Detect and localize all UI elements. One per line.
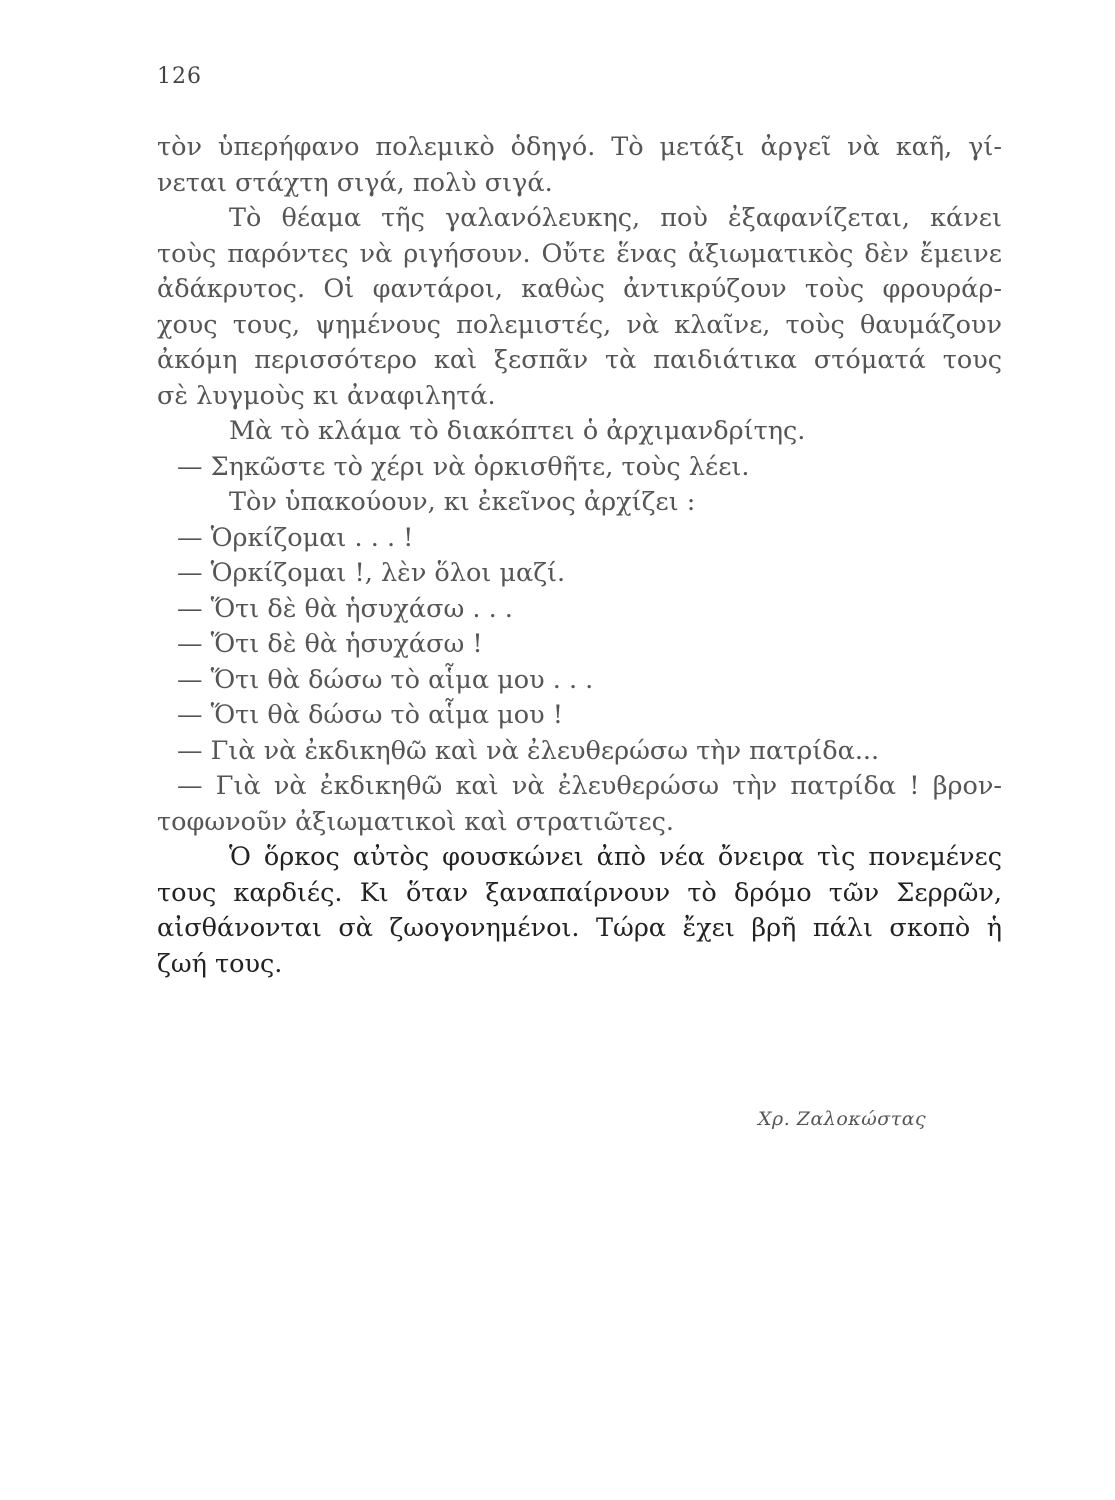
text-line: ἀδάκρυτος. Οἱ φαντάροι, καθὼς ἀντικρύζουν τοὺς φρουράρ- [157,274,1002,304]
text-line: — Σηκῶστε τὸ χέρι νὰ ὁρκισθῆτε, τοὺς λέει. [177,451,750,482]
text-line: σὲ λυγμοὺς κι ἀναφιλητά. [157,380,496,411]
text-line: Ὁ ὅρκος αὐτὸς φουσκώνει ἀπὸ νέα ὄνειρα τὶς πονεμένες [229,842,1002,872]
text-line: ἀκόμη περισσότερο καὶ ξεσπᾶν τὰ παιδιάτικα στόματά τους [157,345,1002,375]
text-line: — Ὁρκίζομαι !, λὲν ὅλοι μαζί. [177,558,566,588]
text-line: τοφωνοῦν ἀξιωματικοὶ καὶ στρατιῶτες. [157,806,675,837]
author-signature: Χρ. Ζαλοκώστας [758,1108,927,1130]
text-line: — Ὅτι θὰ δώσω τὸ αἷμα μου ! [177,700,563,730]
text-line: τοὺς παρόντες νὰ ριγήσουν. Οὔτε ἕνας ἀξιωματικὸς δὲν ἔμεινε [157,238,1002,269]
page-number: 126 [157,64,202,89]
text-line: — Ὅτι δὲ θὰ ἡσυχάσω . . . [177,593,513,624]
text-line: χους τους, ψημένους πολεμιστές, νὰ κλαῖνε, τοὺς θαυμάζουν [157,309,1002,340]
text-line: ζωή τους. [157,948,283,979]
text-line: Τὸ θέαμα τῆς γαλανόλευκης, ποὺ ἐξαφανίζεται, κάνει [229,203,1002,233]
text-line: τους καρδιές. Κι ὅταν ξαναπαίρνουν τὸ δρόμο τῶν Σερρῶν, [157,877,1002,908]
text-line: — Ὅτι θὰ δώσω τὸ αἷμα μου . . . [177,664,594,695]
body-text [157,130,1002,982]
text-line: — Γιὰ νὰ ἐκδικηθῶ καὶ νὰ ἐλευθερώσω τὴν πατρίδα... [177,735,880,766]
text-line: αἰσθάνονται σὰ ζωογονημένοι. Τώρα ἔχει βρῆ πάλι σκοπὸ ἡ [157,913,1002,943]
text-line: τὸν ὑπερήφανο πολεμικὸ ὁδηγό. Τὸ μετάξι ἀργεῖ νὰ καῆ, γί- [157,132,1002,162]
text-line: — Γιὰ νὰ ἐκδικηθῶ καὶ νὰ ἐλευθερώσω τὴν πατρίδα ! βρον- [177,771,1002,801]
text-line: — Ὁρκίζομαι . . . ! [177,522,414,553]
text-line: νεται στάχτη σιγά, πολὺ σιγά. [157,167,553,198]
text-line: Μὰ τὸ κλάμα τὸ διακόπτει ὁ ἀρχιμανδρίτης. [229,416,806,446]
text-line: Τὸν ὑπακούουν, κι ἐκεῖνος ἀρχίζει : [229,487,696,517]
text-line: — Ὅτι δὲ θὰ ἡσυχάσω ! [177,629,483,659]
